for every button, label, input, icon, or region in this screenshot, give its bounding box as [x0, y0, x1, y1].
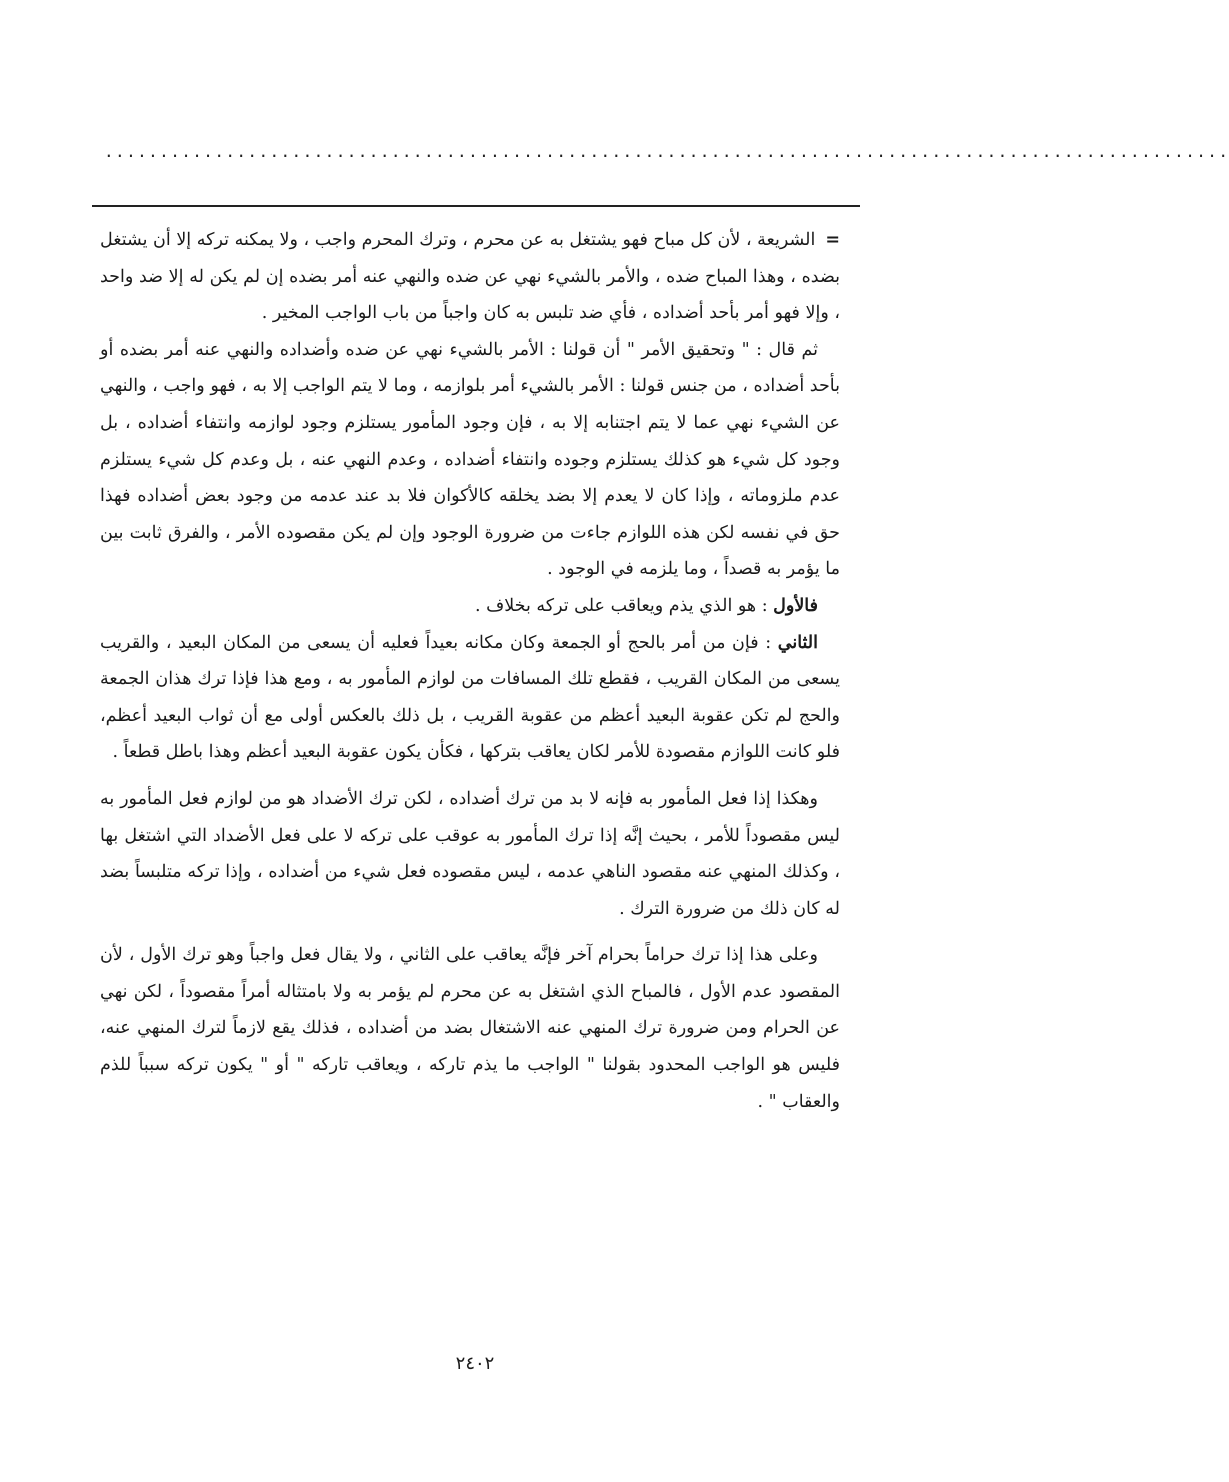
continuation-marker: =	[825, 230, 840, 250]
paragraph	[100, 781, 840, 927]
footnote-rule	[92, 205, 860, 207]
paragraph	[100, 625, 840, 771]
paragraph-text: وهكذا إذا فعل المأمور به فإنه لا بد من ترك أضداده ، لكن ترك الأضداد هو من لوازم فعل المأمور به ليس مقصوداً للأمر ، بحيث إنَّه إذا ترك المأمور به عوقب على تركه لا على فعل الأضداد التي اشتغل بها ، وكذلك المنهي عنه مقصود الناهي عدمه ، ليس مقصوده فعل شيء من أضداده ، وإذا تركه متلبساً بضد له كان ذلك من ضرورة الترك .	[100, 788, 840, 919]
paragraph-lead: فالأول	[773, 595, 818, 616]
page-number: ٢٤٠٢	[455, 1353, 495, 1374]
paragraph-text: وعلى هذا إذا ترك حراماً بحرام آخر فإنَّه يعاقب على الثاني ، ولا يقال فعل واجباً وهو ترك الأول ، لأن المقصود عدم الأول ، فالمباح الذي اشتغل به عن محرم لم يؤمر به ولا بامتثاله أمراً مقصوداً ، لكن نهي عن الحرام ومن ضرورة ترك المنهي عنه الاشتغال بضد من أضداده ، فذلك يقع لازماً لترك المنهي عنه، فليس هو الواجب المحدود بقولنا " الواجب ما يذم تاركه ، ويعاقب تاركه " أو " يكون تركه سبباً للذم والعقاب " .	[100, 945, 840, 1112]
footnote-text: الشريعة ، لأن كل مباح فهو يشتغل به عن محرم ، وترك المحرم واجب ، ولا يمكنه تركه إلا أن يشتغل بضده ، وهذا المباح ضده ، والأمر بالشيء نهي عن ضده والنهي عنه أمر بضده إن لم يكن له إلا ضد واحد ، وإلا فهو أمر بأحد أضداده ، فأي ضد تلبس به كان واجباً من باب الواجب المخير .	[100, 230, 840, 324]
paragraph-gap	[100, 771, 840, 781]
paragraph-gap	[100, 927, 840, 937]
paragraph-text: : فإن من أمر بالحج أو الجمعة وكان مكانه بعيداً فعليه أن يسعى من المكان البعيد ، والقريب يسعى من المكان القريب ، فقطع تلك المسافات من لوازم المأمور به ، ومع هذا فإذا ترك هذان الجمعة والحج لم تكن عقوبة البعيد أعظم من عقوبة القريب ، بل ذلك بالعكس أولى مع أن ثواب البعيد أعظم، فلو كانت اللوازم مقصودة للأمر لكان يعاقب بتركها ، فكأن يكون عقوبة البعيد أعظم وهذا باطل قطعاً .	[100, 632, 840, 763]
paragraph	[100, 332, 840, 588]
paragraph	[100, 937, 840, 1120]
paragraph-text: : هو الذي يذم ويعاقب على تركه بخلاف .	[474, 595, 774, 616]
paragraph-text: ثم قال : " وتحقيق الأمر " أن قولنا : الأمر بالشيء نهي عن ضده وأضداده والنهي عنه أمر بضده أو بأحد أضداده ، من جنس قولنا : الأمر بالشيء أمر بلوازمه ، وما لا يتم الواجب إلا به ، فهو واجب ، والنهي عن الشيء نهي عما لا يتم اجتنابه إلا به ، فإن وجود المأمور يستلزم وجود لوازمه وانتفاء أضداده ، بل وجود كل شيء هو كذلك يستلزم وجوده وانتفاء أضداده ، وعدم النهي عنه ، بل وعدم كل شيء يستلزم عدم ملزوماته ، وإذا كان لا يعدم إلا بضد يخلقه كالأكوان فلا بد عند عدمه من وجود بعض أضداده فهذا حق في نفسه لكن هذه اللوازم جاءت من ضرورة الوجود وإن لم يكن مقصوده الأمر ، والفرق ثابت بين ما يؤمر به قصداً ، وما يلزمه في الوجود .	[100, 339, 840, 580]
page-body	[100, 222, 840, 1120]
footnote-continuation	[100, 222, 840, 332]
paragraph-lead: الثاني	[777, 632, 818, 653]
paragraph	[100, 588, 840, 625]
dotted-separator: ......................................................................................................	[104, 142, 1229, 161]
